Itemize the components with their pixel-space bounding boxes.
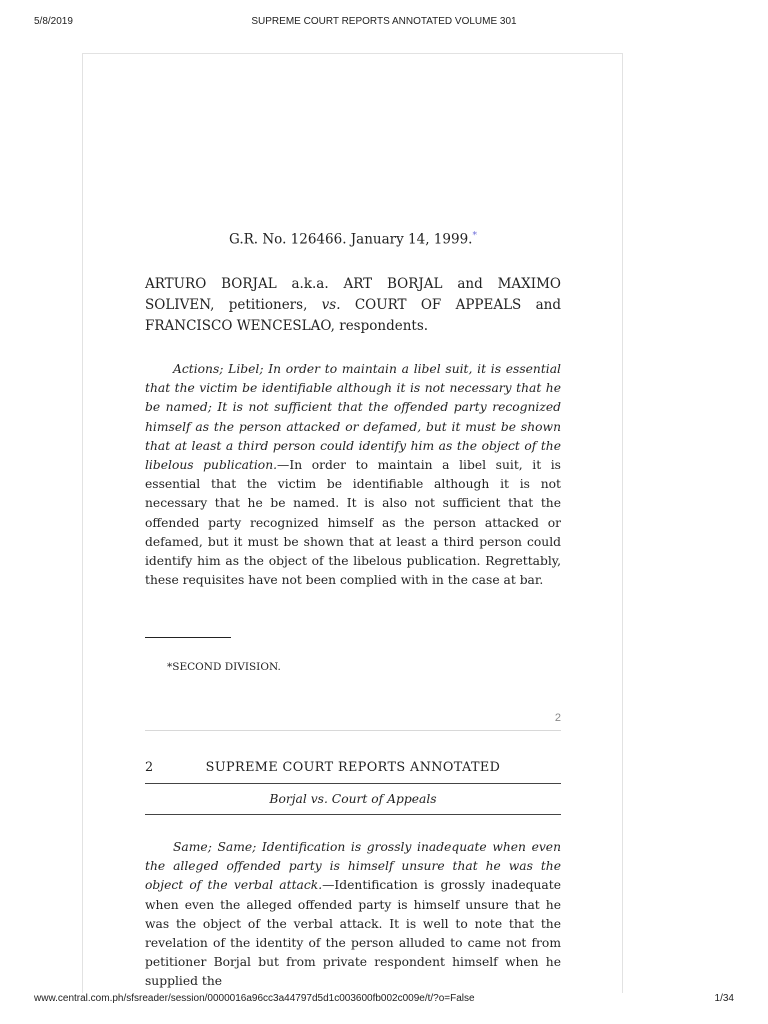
print-date: 5/8/2019 xyxy=(34,16,73,27)
footnote-rule xyxy=(145,637,231,638)
print-url: www.central.com.ph/sfsreader/session/0000016a96cc3a44797d5d1c003600fb002c009e/t/?o=False xyxy=(34,993,475,1004)
header-rule-top xyxy=(145,783,561,784)
parties-respondents: COURT OF APPEALS and FRANCISCO WENCESLAO, respondents. xyxy=(145,297,561,334)
gr-number xyxy=(145,231,561,248)
parties-petitioners: ARTURO BORJAL a.k.a. ART BORJAL and MAXIMO SOLIVEN, petitioners, xyxy=(145,276,561,313)
header-rule-bottom xyxy=(145,814,561,815)
page-number: 2 xyxy=(554,712,561,724)
syllabus-paragraph-1 xyxy=(145,360,561,590)
print-header xyxy=(0,16,768,32)
running-page-number: 2 xyxy=(145,760,154,775)
parties-versus: vs. xyxy=(321,297,341,313)
print-footer xyxy=(0,993,768,1009)
gr-line: G.R. No. 126466. January 14, 1999. xyxy=(229,231,473,248)
footnote: *SECOND DIVISION. xyxy=(167,661,281,673)
syllabus-2-body: —Identification is grossly inadequate when even the alleged offended party is himself unsure that he was the object of the verbal attack. It is well to note that the revelation of the identity of the person alluded to came not from petitioner Borjal but from private respondent himself when he supplied the xyxy=(145,878,561,989)
syllabus-1-headnote: Actions; Libel; In order to maintain a libel suit, it is essential that the victim be identifiable although it is not necessary that he be named; It is not sufficient that the offended party recognized himself as the person attacked or defamed, but it must be shown that at least a third person could identify him as the object of the libelous publication. xyxy=(145,362,561,473)
running-title: SUPREME COURT REPORTS ANNOTATED xyxy=(205,760,501,775)
print-title: SUPREME COURT REPORTS ANNOTATED VOLUME 301 xyxy=(251,16,517,27)
document-page xyxy=(82,53,623,993)
syllabus-paragraph-2 xyxy=(145,838,561,992)
case-caption: Borjal vs. Court of Appeals xyxy=(269,792,437,806)
print-pager: 1/34 xyxy=(714,993,734,1004)
running-header xyxy=(145,760,561,780)
footnote-link[interactable]: * xyxy=(472,231,477,241)
syllabus-2-headnote: Same; Same; Identification is grossly inadequate when even the alleged offended party is himself unsure that he was the object of the verbal attack. xyxy=(145,840,561,893)
case-parties xyxy=(145,274,561,337)
page-separator xyxy=(145,730,561,731)
syllabus-1-body: —In order to maintain a libel suit, it is essential that the victim be identifiable although it is not necessary that he be named. It is also not sufficient that the offended party recognized himself as the person attacked or defamed, but it must be shown that at least a third person could identify him as the object of the libelous publication. Regrettably, these requisites have not been complied with in the case at bar. xyxy=(145,458,561,588)
